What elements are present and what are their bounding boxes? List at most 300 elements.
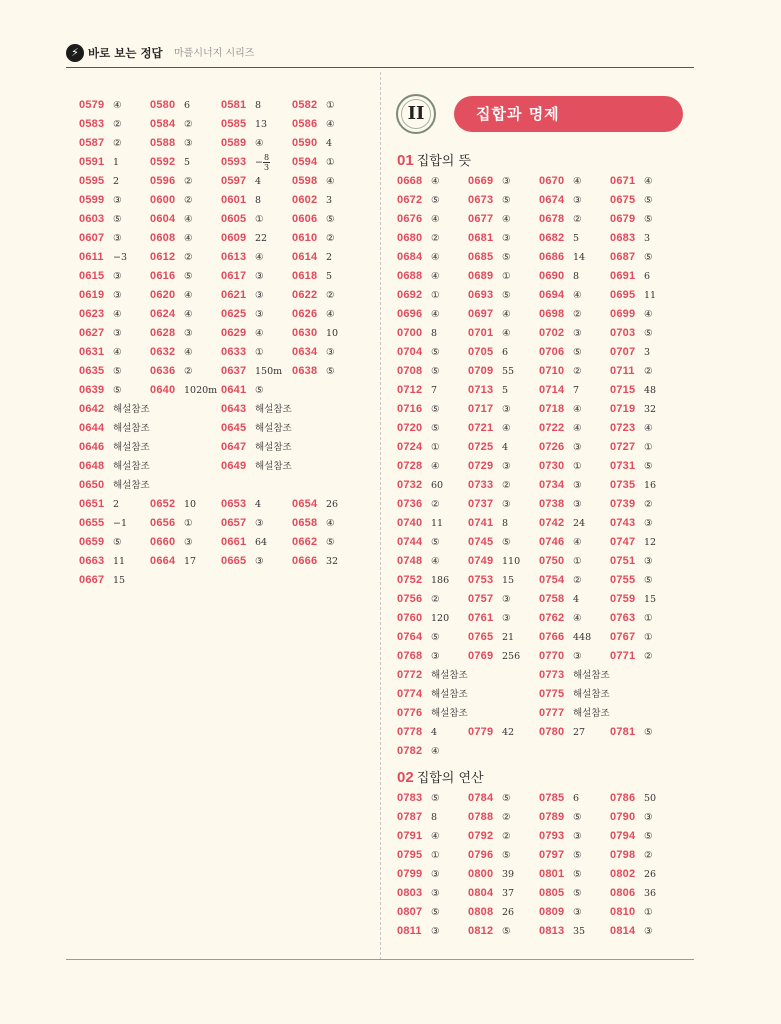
answer-value: 해설참조: [255, 442, 292, 453]
answer-row: [397, 400, 687, 419]
problem-number: 0717: [468, 403, 494, 415]
answer-value: ④: [431, 746, 440, 757]
problem-number: 0736: [397, 498, 423, 510]
answer-value: ③: [573, 499, 582, 510]
problem-number: 0707: [610, 346, 636, 358]
answer-value: ①: [644, 907, 653, 918]
problem-number: 0611: [79, 251, 104, 263]
problem-number: 0701: [468, 327, 494, 339]
answer-value: ④: [431, 271, 440, 282]
answer-row: [397, 476, 687, 495]
answer-value: ①: [573, 461, 582, 472]
answer-value: ④: [184, 233, 193, 244]
problem-number: 0600: [150, 194, 176, 206]
answer-value: 해설참조: [113, 461, 150, 472]
problem-number: 0638: [292, 365, 318, 377]
answer-value: ⑤: [431, 195, 440, 206]
problem-number: 0809: [539, 906, 565, 918]
problem-number: 0605: [221, 213, 247, 225]
answer-row: [79, 476, 369, 495]
answer-value: ④: [573, 290, 582, 301]
answer-value: ④: [326, 518, 335, 529]
answer-value: ⑤: [431, 793, 440, 804]
answer-value: ③: [502, 404, 511, 415]
answer-row: [397, 808, 687, 827]
problem-number: 0655: [79, 517, 105, 529]
problem-number: 0661: [221, 536, 247, 548]
answer-value: 11: [113, 556, 126, 567]
answer-value: ⑤: [431, 907, 440, 918]
problem-number: 0781: [610, 726, 636, 738]
answer-value: ④: [431, 176, 440, 187]
problem-number: 0730: [539, 460, 565, 472]
problem-number: 0765: [468, 631, 494, 643]
problem-number: 0703: [610, 327, 636, 339]
problem-number: 0656: [150, 517, 176, 529]
fraction-denominator: 3: [263, 163, 270, 172]
answer-value: 해설참조: [431, 708, 468, 719]
answer-value: 3: [644, 233, 651, 244]
problem-number: 0663: [79, 555, 105, 567]
problem-number: 0671: [610, 175, 636, 187]
problem-number: 0723: [610, 422, 636, 434]
problem-number: 0672: [397, 194, 423, 206]
problem-number: 0601: [221, 194, 247, 206]
answer-value: ②: [502, 812, 511, 823]
answer-value: 186: [431, 575, 450, 586]
answer-row: [397, 846, 687, 865]
answer-value: 36: [644, 888, 657, 899]
answer-row: [397, 884, 687, 903]
answer-value: ⑤: [573, 850, 582, 861]
answer-value: ⑤: [644, 727, 653, 738]
answer-value: ①: [644, 442, 653, 453]
problem-number: 0633: [221, 346, 247, 358]
problem-number: 0636: [150, 365, 176, 377]
answer-value: 해설참조: [431, 670, 468, 681]
problem-number: 0618: [292, 270, 318, 282]
answer-value: 6: [184, 100, 191, 111]
problem-number: 0612: [150, 251, 176, 263]
problem-number: 0695: [610, 289, 636, 301]
problem-number: 0725: [468, 441, 494, 453]
answer-value: ④: [113, 100, 122, 111]
answer-row: [79, 324, 369, 343]
answer-value: ②: [184, 195, 193, 206]
answer-value: ③: [573, 907, 582, 918]
answer-value: 7: [573, 385, 580, 396]
fraction-numerator: 8: [263, 153, 270, 162]
problem-number: 0664: [150, 555, 176, 567]
problem-number: 0756: [397, 593, 423, 605]
answer-value: 8: [431, 812, 438, 823]
problem-number: 0654: [292, 498, 318, 510]
problem-number: 0793: [539, 830, 565, 842]
problem-number: 0693: [468, 289, 494, 301]
answer-value: 15: [502, 575, 515, 586]
answer-row: [79, 172, 369, 191]
answer-value: ②: [644, 651, 653, 662]
answer-row: [79, 495, 369, 514]
answer-row: [397, 305, 687, 324]
answer-value: ②: [431, 499, 440, 510]
answer-value: 48: [644, 385, 657, 396]
problem-number: 0741: [468, 517, 494, 529]
answer-value: ④: [644, 176, 653, 187]
answer-value: ⑤: [113, 537, 122, 548]
answer-row: [79, 191, 369, 210]
problem-number: 0691: [610, 270, 636, 282]
answer-row: [397, 381, 687, 400]
problem-number: 0807: [397, 906, 423, 918]
problem-number: 0758: [539, 593, 565, 605]
answer-value: ②: [644, 499, 653, 510]
problem-number: 0675: [610, 194, 636, 206]
answer-value: ④: [431, 252, 440, 263]
problem-number: 0699: [610, 308, 636, 320]
answer-value: ①: [431, 442, 440, 453]
problem-number: 0804: [468, 887, 494, 899]
problem-number: 0597: [221, 175, 247, 187]
answer-row: [397, 609, 687, 628]
problem-number: 0640: [150, 384, 176, 396]
answer-value: ③: [255, 309, 264, 320]
problem-number: 0767: [610, 631, 636, 643]
section-heading: [397, 767, 484, 787]
answer-value: 32: [326, 556, 339, 567]
answer-value: ④: [326, 119, 335, 130]
problem-number: 0688: [397, 270, 423, 282]
problem-number: 0581: [221, 99, 247, 111]
answer-value: 64: [255, 537, 268, 548]
answer-row: [79, 305, 369, 324]
header-title: 바로 보는 정답: [88, 46, 163, 60]
section-number: 01: [397, 152, 414, 169]
problem-number: 0805: [539, 887, 565, 899]
problem-number: 0763: [610, 612, 636, 624]
answer-row: [397, 191, 687, 210]
answer-value: 3: [644, 347, 651, 358]
problem-number: 0687: [610, 251, 636, 263]
problem-number: 0606: [292, 213, 318, 225]
problem-number: 0814: [610, 925, 636, 937]
answer-row: [79, 533, 369, 552]
answer-row: [397, 647, 687, 666]
problem-number: 0739: [610, 498, 636, 510]
answer-value: ④: [573, 613, 582, 624]
problem-number: 0791: [397, 830, 423, 842]
problem-number: 0780: [539, 726, 565, 738]
problem-number: 0650: [79, 479, 105, 491]
problem-number: 0812: [468, 925, 494, 937]
answer-value: 해설참조: [113, 423, 150, 434]
problem-number: 0732: [397, 479, 423, 491]
answer-row: [397, 903, 687, 922]
answer-value: ①: [644, 613, 653, 624]
answer-row: [79, 514, 369, 533]
answer-row: [397, 514, 687, 533]
problem-number: 0778: [397, 726, 423, 738]
answer-value: ③: [431, 651, 440, 662]
problem-number: 0728: [397, 460, 423, 472]
answer-row: [79, 134, 369, 153]
problem-number: 0586: [292, 118, 318, 130]
problem-number: 0580: [150, 99, 176, 111]
problem-number: 0637: [221, 365, 247, 377]
answer-value: ⑤: [502, 850, 511, 861]
answer-value: ①: [326, 157, 335, 168]
answer-row: [79, 571, 369, 590]
answer-value: ④: [326, 176, 335, 187]
answer-value: ②: [502, 831, 511, 842]
problem-number: 0800: [468, 868, 494, 880]
section-name: 집합의 뜻: [416, 154, 472, 169]
answer-value: 8: [502, 518, 509, 529]
problem-number: 0740: [397, 517, 423, 529]
problem-number: 0737: [468, 498, 494, 510]
problem-number: 0596: [150, 175, 176, 187]
problem-number: 0769: [468, 650, 494, 662]
answer-value: ②: [573, 575, 582, 586]
answer-value: ⑤: [431, 537, 440, 548]
answer-value: 24: [573, 518, 586, 529]
chapter-title: 집합과 명제: [454, 96, 683, 132]
answer-value: ①: [255, 214, 264, 225]
answer-row: [79, 438, 369, 457]
answer-value: 60: [431, 480, 444, 491]
problem-number: 0779: [468, 726, 494, 738]
problem-number: 0709: [468, 365, 494, 377]
answer-value: 10: [184, 499, 197, 510]
answer-row: [397, 438, 687, 457]
answer-row: [397, 865, 687, 884]
problem-number: 0772: [397, 669, 423, 681]
page-header: [66, 40, 694, 68]
answer-row: [397, 685, 687, 704]
problem-number: 0700: [397, 327, 423, 339]
answer-value: ③: [431, 869, 440, 880]
problem-number: 0771: [610, 650, 636, 662]
answer-value: 17: [184, 556, 197, 567]
answer-value: ①: [255, 347, 264, 358]
answer-value: 37: [502, 888, 515, 899]
problem-number: 0595: [79, 175, 105, 187]
problem-number: 0615: [79, 270, 105, 282]
answer-value: ⑤: [113, 366, 122, 377]
answer-value: ⑤: [326, 214, 335, 225]
problem-number: 0768: [397, 650, 423, 662]
answer-value: ⑤: [431, 404, 440, 415]
problem-number: 0694: [539, 289, 565, 301]
answer-value: 8: [255, 100, 262, 111]
answer-value: 15: [113, 575, 126, 586]
problem-number: 0774: [397, 688, 423, 700]
answer-value: 448: [573, 632, 592, 643]
problem-number: 0591: [79, 156, 105, 168]
answer-row: [397, 324, 687, 343]
problem-number: 0631: [79, 346, 105, 358]
problem-number: 0722: [539, 422, 565, 434]
problem-number: 0607: [79, 232, 105, 244]
answer-row: [397, 172, 687, 191]
problem-number: 0718: [539, 403, 565, 415]
problem-number: 0610: [292, 232, 318, 244]
problem-number: 0598: [292, 175, 318, 187]
problem-number: 0738: [539, 498, 565, 510]
problem-number: 0632: [150, 346, 176, 358]
answer-value: ⑤: [502, 290, 511, 301]
problem-number: 0582: [292, 99, 318, 111]
answer-value: ②: [644, 850, 653, 861]
answer-value: ④: [113, 309, 122, 320]
problem-number: 0704: [397, 346, 423, 358]
problem-number: 0579: [79, 99, 105, 111]
answer-row: [397, 362, 687, 381]
problem-number: 0653: [221, 498, 247, 510]
fraction: [263, 153, 270, 172]
problem-number: 0747: [610, 536, 636, 548]
answer-value: ③: [113, 290, 122, 301]
answer-row: [79, 229, 369, 248]
answer-value: ⑤: [644, 195, 653, 206]
answer-value: ②: [113, 138, 122, 149]
fraction-sign: −: [255, 157, 263, 168]
problem-number: 0788: [468, 811, 494, 823]
answer-value: ⑤: [644, 252, 653, 263]
problem-number: 0754: [539, 574, 565, 586]
answer-value: ⑤: [431, 347, 440, 358]
problem-number: 0775: [539, 688, 565, 700]
answer-value: 21: [502, 632, 515, 643]
problem-number: 0594: [292, 156, 318, 168]
answer-value: ④: [573, 423, 582, 434]
problem-number: 0761: [468, 612, 494, 624]
answer-row: [397, 210, 687, 229]
problem-number: 0599: [79, 194, 105, 206]
problem-number: 0719: [610, 403, 636, 415]
answer-value: ③: [431, 926, 440, 937]
problem-number: 0731: [610, 460, 636, 472]
answer-value: ④: [431, 214, 440, 225]
answer-value: ⑤: [573, 888, 582, 899]
answer-row: [397, 286, 687, 305]
answer-row: [397, 571, 687, 590]
answer-value: 5: [502, 385, 509, 396]
answer-value: 4: [255, 176, 262, 187]
answer-value: ③: [644, 812, 653, 823]
answer-value: ②: [184, 252, 193, 263]
answer-value: ④: [431, 461, 440, 472]
answer-value: 5: [326, 271, 333, 282]
problem-number: 0648: [79, 460, 105, 472]
problem-number: 0616: [150, 270, 176, 282]
problem-number: 0810: [610, 906, 636, 918]
answer-row: [79, 381, 369, 400]
answer-value: ⑤: [502, 537, 511, 548]
problem-number: 0757: [468, 593, 494, 605]
answer-value: ②: [326, 290, 335, 301]
answer-value: 해설참조: [573, 670, 610, 681]
answer-value: 32: [644, 404, 657, 415]
problem-number: 0710: [539, 365, 565, 377]
answer-row: [397, 922, 687, 941]
answer-value: 1020m: [184, 385, 218, 396]
answer-row: [397, 267, 687, 286]
answer-value: ③: [113, 328, 122, 339]
problem-number: 0643: [221, 403, 247, 415]
answer-value: ③: [184, 328, 193, 339]
answer-row: [79, 210, 369, 229]
problem-number: 0729: [468, 460, 494, 472]
problem-number: 0652: [150, 498, 176, 510]
answer-row: [397, 533, 687, 552]
answer-value: 해설참조: [431, 689, 468, 700]
answer-grid-sets: [397, 172, 687, 761]
problem-number: 0808: [468, 906, 494, 918]
answer-value: 해설참조: [255, 404, 292, 415]
answer-value: ③: [502, 461, 511, 472]
answer-value: ③: [644, 518, 653, 529]
problem-number: 0614: [292, 251, 318, 263]
answer-row: [79, 419, 369, 438]
problem-number: 0795: [397, 849, 423, 861]
answer-value: ③: [113, 233, 122, 244]
answer-value: [255, 153, 270, 172]
answer-value: 120: [431, 613, 450, 624]
answer-row: [397, 457, 687, 476]
answer-value: 2: [326, 252, 333, 263]
answer-value: ③: [573, 480, 582, 491]
problem-number: 0682: [539, 232, 565, 244]
answer-value: ⑤: [431, 423, 440, 434]
answer-value: 22: [255, 233, 268, 244]
answer-value: ④: [502, 328, 511, 339]
problem-number: 0593: [221, 156, 247, 168]
answer-value: ④: [573, 176, 582, 187]
answer-value: ②: [431, 594, 440, 605]
answer-row: [397, 590, 687, 609]
answer-value: ⑤: [644, 831, 653, 842]
answer-value: 7: [431, 385, 438, 396]
answer-row: [397, 343, 687, 362]
problem-number: 0689: [468, 270, 494, 282]
problem-number: 0797: [539, 849, 565, 861]
answer-value: ②: [326, 233, 335, 244]
answer-value: 4: [431, 727, 438, 738]
answer-value: 35: [573, 926, 586, 937]
answer-value: ④: [184, 214, 193, 225]
problem-number: 0592: [150, 156, 176, 168]
problem-number: 0746: [539, 536, 565, 548]
answer-value: ③: [644, 926, 653, 937]
answer-value: 5: [573, 233, 580, 244]
chapter-banner: [396, 94, 685, 136]
answer-value: 4: [255, 499, 262, 510]
problem-number: 0692: [397, 289, 423, 301]
answer-row: [397, 666, 687, 685]
answer-value: 26: [644, 869, 657, 880]
problem-number: 0623: [79, 308, 105, 320]
problem-number: 0811: [397, 925, 422, 937]
answer-row: [397, 742, 687, 761]
section-heading: [397, 150, 471, 170]
answer-row: [79, 115, 369, 134]
problem-number: 0644: [79, 422, 105, 434]
answer-row: [79, 248, 369, 267]
answer-value: 110: [502, 556, 521, 567]
problem-number: 0742: [539, 517, 565, 529]
problem-number: 0678: [539, 213, 565, 225]
